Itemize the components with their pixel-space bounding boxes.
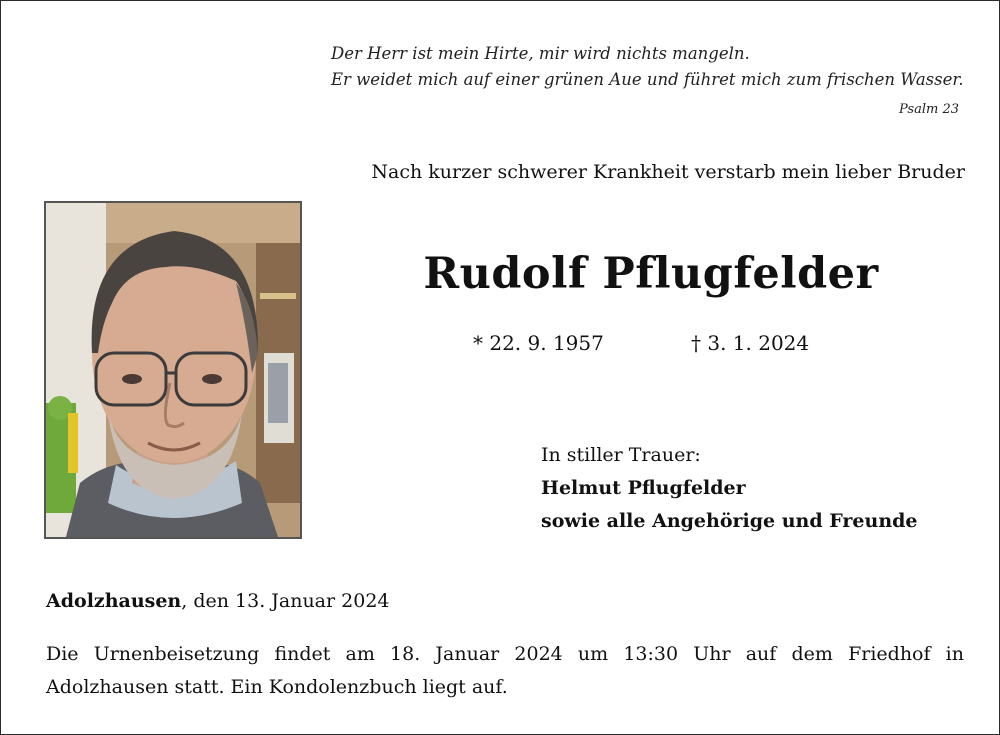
mourner-others: sowie alle Angehörige und Freunde [541, 510, 918, 532]
place-date-line [46, 590, 390, 612]
burial-notice: Die Urnenbeisetzung findet am 18. Januar 2024 um 13:30 Uhr auf dem Friedhof in Adolzhausen statt. Ein Kondolenzbuch liegt auf. [46, 643, 964, 698]
portrait-photo [44, 201, 302, 539]
portrait-image [46, 203, 300, 537]
psalm-line-1: Der Herr ist mein Hirte, mir wird nichts mangeln. [331, 44, 750, 63]
birth-date: * 22. 9. 1957 [473, 331, 604, 355]
intro-text: Nach kurzer schwerer Krankheit verstarb mein lieber Bruder [371, 161, 965, 183]
psalm-source: Psalm 23 [899, 102, 959, 117]
death-date: † 3. 1. 2024 [691, 331, 810, 355]
deceased-name: Rudolf Pflugfelder [423, 249, 879, 299]
mourners-block [541, 439, 918, 538]
mourners-heading: In stiller Trauer: [541, 444, 701, 466]
date-text: , den 13. Januar 2024 [181, 590, 390, 612]
psalm-quote [331, 41, 971, 117]
mourner-primary: Helmut Pflugfelder [541, 477, 746, 499]
place-name: Adolzhausen [46, 590, 182, 612]
psalm-line-2: Er weidet mich auf einer grünen Aue und führet mich zum frischen Wasser. [331, 70, 964, 89]
